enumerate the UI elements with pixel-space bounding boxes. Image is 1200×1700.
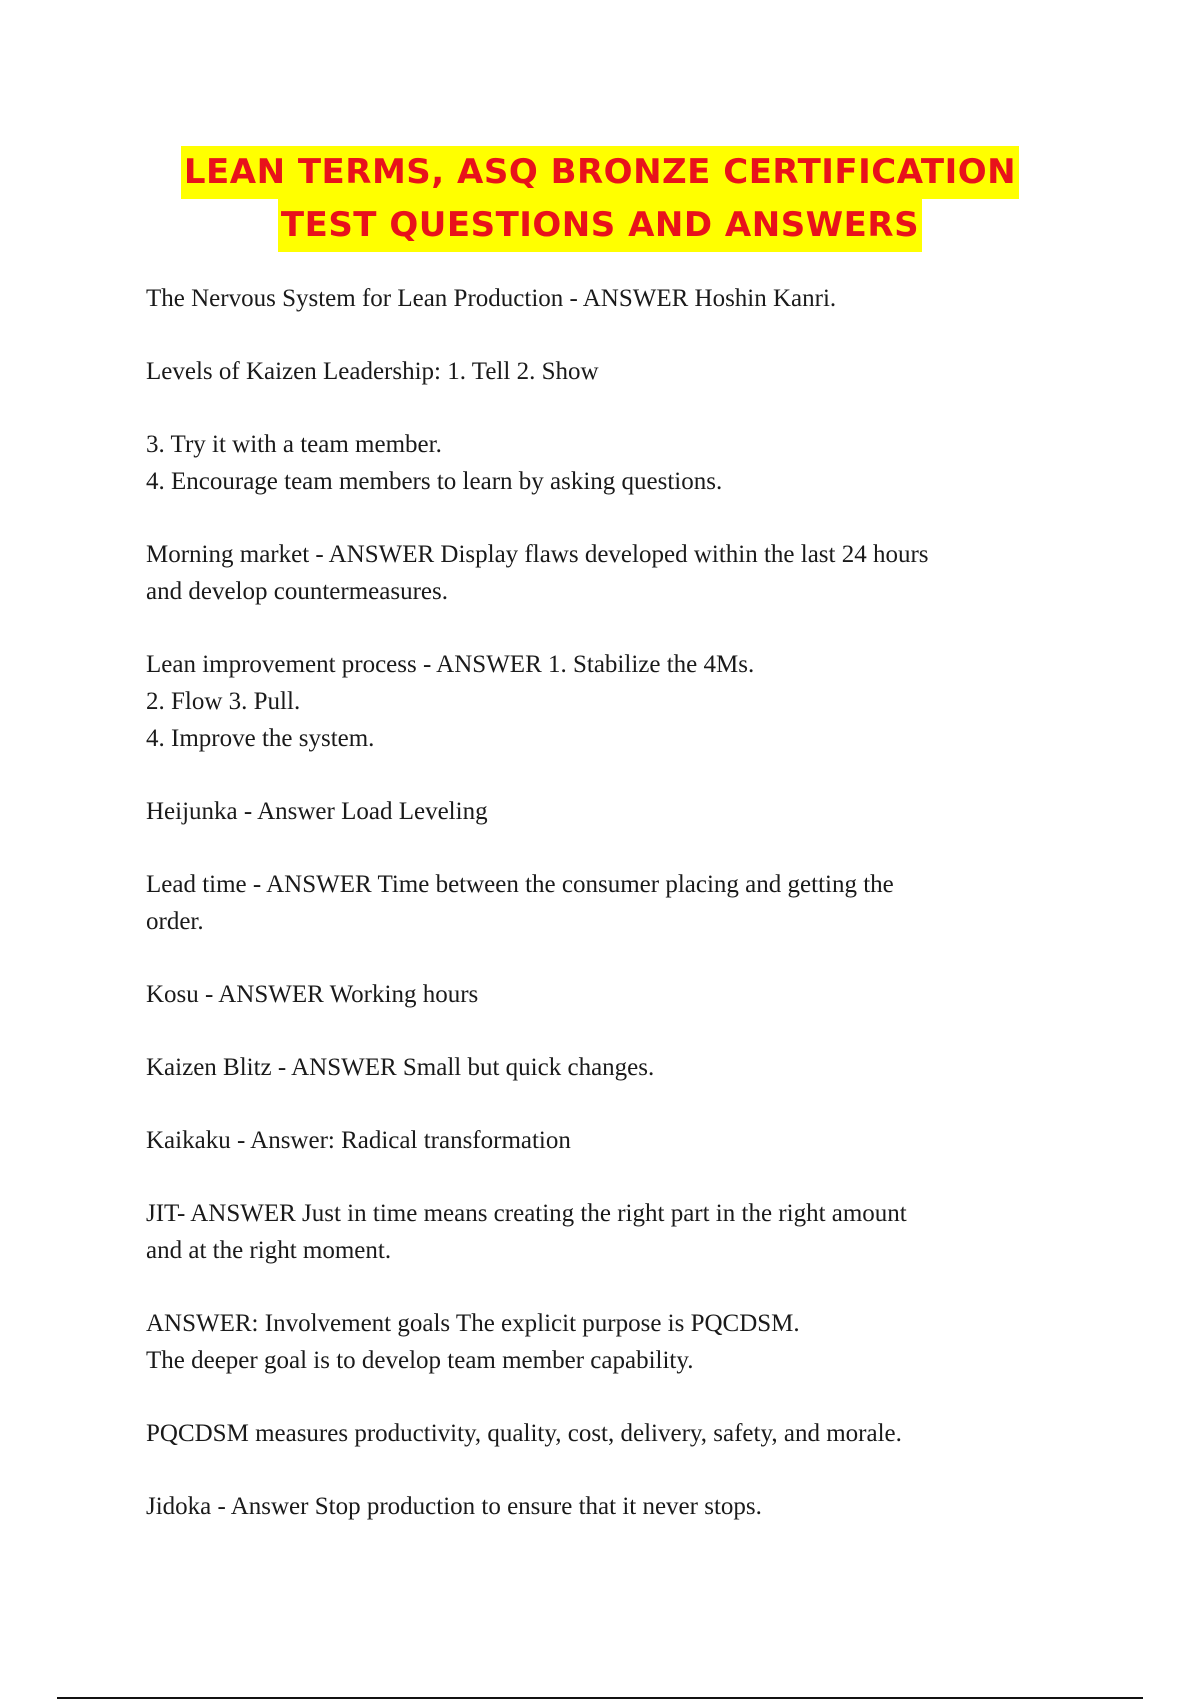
qa-item xyxy=(146,1049,1066,1086)
qa-item xyxy=(146,1415,1066,1452)
qa-item xyxy=(146,646,1066,757)
text-line: 2. Flow 3. Pull. xyxy=(146,688,301,715)
text-line: Morning market - ANSWER Display flaws developed within the last 24 hours xyxy=(146,541,929,568)
title-line-2: TEST QUESTIONS AND ANSWERS xyxy=(278,199,922,252)
text-line: 3. Try it with a team member. xyxy=(146,431,442,458)
qa-item xyxy=(146,1195,1066,1269)
text-line: and develop countermeasures. xyxy=(146,578,448,605)
footer-divider xyxy=(57,1697,1143,1699)
qa-item xyxy=(146,1305,1066,1379)
text-line: 4. Encourage team members to learn by asking questions. xyxy=(146,468,723,495)
text-line: Kosu - ANSWER Working hours xyxy=(146,981,479,1008)
text-line: Levels of Kaizen Leadership: 1. Tell 2. Show xyxy=(146,358,599,385)
qa-item xyxy=(146,280,1066,317)
text-line: Lead time - ANSWER Time between the consumer placing and getting the xyxy=(146,871,894,898)
qa-item xyxy=(146,1122,1066,1159)
title-line-1: LEAN TERMS, ASQ BRONZE CERTIFICATION xyxy=(181,146,1019,199)
text-line: and at the right moment. xyxy=(146,1237,392,1264)
document-title xyxy=(0,146,1200,252)
text-line: Kaizen Blitz - ANSWER Small but quick changes. xyxy=(146,1054,655,1081)
text-line: Kaikaku - Answer: Radical transformation xyxy=(146,1127,571,1154)
text-line: Jidoka - Answer Stop production to ensure that it never stops. xyxy=(146,1493,762,1520)
qa-item xyxy=(146,976,1066,1013)
text-line: The Nervous System for Lean Production - ANSWER Hoshin Kanri. xyxy=(146,285,837,312)
qa-item xyxy=(146,1488,1066,1525)
qa-item xyxy=(146,426,1066,500)
text-line: Heijunka - Answer Load Leveling xyxy=(146,798,488,825)
text-line: Lean improvement process - ANSWER 1. Stabilize the 4Ms. xyxy=(146,651,755,678)
qa-item xyxy=(146,353,1066,390)
qa-item xyxy=(146,793,1066,830)
text-line: JIT- ANSWER Just in time means creating the right part in the right amount xyxy=(146,1200,907,1227)
text-line: The deeper goal is to develop team member capability. xyxy=(146,1347,694,1374)
qa-item xyxy=(146,866,1066,940)
text-line: ANSWER: Involvement goals The explicit purpose is PQCDSM. xyxy=(146,1310,800,1337)
text-line: order. xyxy=(146,908,204,935)
text-line: 4. Improve the system. xyxy=(146,725,375,752)
text-line: PQCDSM measures productivity, quality, cost, delivery, safety, and morale. xyxy=(146,1420,902,1447)
qa-item xyxy=(146,536,1066,610)
qa-content xyxy=(146,280,1066,1561)
